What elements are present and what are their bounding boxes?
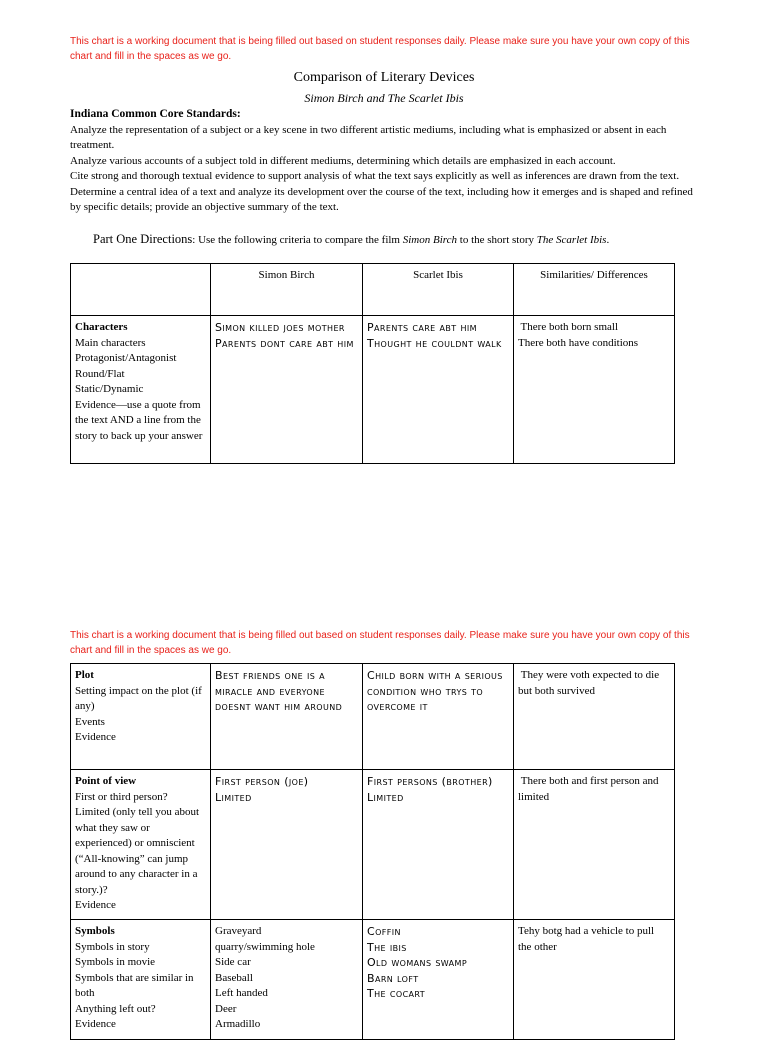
scarlet-ibis-cell[interactable]: [363, 770, 514, 920]
criteria-cell: [71, 770, 211, 920]
row-label: Symbols: [75, 925, 115, 937]
criteria-line: Symbols in story: [75, 940, 150, 953]
criteria-line: Static/Dynamic: [75, 383, 144, 395]
similarities-cell[interactable]: [514, 664, 675, 770]
standard-item: Analyze various accounts of a subject told in different mediums, determining which details are emphasized in each account.: [70, 154, 616, 167]
response-line: Coffin: [367, 925, 401, 938]
criteria-line: Round/Flat: [75, 367, 125, 380]
story-title: The Scarlet Ibis: [536, 234, 607, 246]
film-title: Simon Birch: [402, 234, 458, 246]
criteria-line: Evidence: [75, 899, 116, 911]
response-line: Side car: [215, 956, 251, 968]
working-document-notice-2: This chart is a working document that is being filled out based on student responses daily. Please make sure you have your own copy of this chart and fill in the spaces as we go.: [70, 630, 690, 656]
header-scarlet-ibis: Scarlet Ibis: [363, 264, 514, 316]
row-label: Characters: [75, 321, 128, 333]
standard-item: Determine a central idea of a text and analyze its development over the course of the text, including how it emerges and is shaped and refined by specific details; provide an objective summary of the text.: [70, 185, 693, 213]
criteria-cell: [71, 920, 211, 1040]
similarities-cell[interactable]: [514, 920, 675, 1040]
criteria-line: Symbols that are similar in both: [75, 971, 194, 999]
header-similarities: Similarities/ Differences: [514, 264, 675, 316]
criteria-cell: [71, 316, 211, 464]
criteria-line: Events: [75, 715, 105, 728]
response-line: quarry/swimming hole: [215, 940, 315, 953]
response-line: Best friends one is a miracle and everyone doesnt want him around: [215, 669, 343, 713]
simon-birch-cell[interactable]: [211, 316, 363, 464]
similarities-cell[interactable]: [514, 316, 675, 464]
page-subtitle: Simon Birch and The Scarlet Ibis: [304, 91, 464, 105]
response-line: Tehy botg had a vehicle to pull the other: [518, 925, 655, 953]
simon-birch-cell[interactable]: [211, 920, 363, 1040]
criteria-cell: [71, 664, 211, 770]
response-line: Limited: [367, 790, 404, 804]
response-line: Old womans swamp: [367, 956, 468, 969]
criteria-line: Anything left out?: [75, 1002, 156, 1015]
response-line: The cocart: [367, 987, 426, 1000]
response-line: Barn loft: [367, 971, 419, 985]
table-header-row: [71, 264, 675, 316]
scarlet-ibis-cell[interactable]: [363, 920, 514, 1040]
table-row-symbols: [71, 920, 675, 1040]
table-row-plot: [71, 664, 675, 770]
directions-lead: Part One Directions: [93, 232, 193, 246]
scarlet-ibis-cell[interactable]: [363, 664, 514, 770]
response-line: Simon killed joes mother: [215, 321, 345, 334]
working-document-notice: This chart is a working document that is being filled out based on student responses daily. Please make sure you have your own copy of this chart and fill in the spaces as we go.: [70, 36, 690, 62]
comparison-table-part1: [70, 263, 675, 464]
response-line: There both and first person and limited: [518, 775, 662, 803]
standard-item: Analyze the representation of a subject or a key scene in two different artistic mediums, including what is emphasized or absent in each treatment.: [70, 123, 667, 151]
simon-birch-cell[interactable]: [211, 664, 363, 770]
header-simon-birch: Simon Birch: [211, 264, 363, 316]
response-line: First persons (brother): [367, 775, 493, 788]
criteria-line: Evidence: [75, 731, 116, 743]
criteria-line: Evidence: [75, 1018, 116, 1030]
row-label: Point of view: [75, 775, 137, 787]
response-line: Thought he couldnt walk: [367, 336, 502, 350]
simon-birch-cell[interactable]: [211, 770, 363, 920]
criteria-line: Limited (only tell you about what they saw or experienced) or omniscient (“All-knowing” can jump around to any character in a story.)?: [75, 806, 200, 896]
page-title: Comparison of Literary Devices: [293, 70, 475, 85]
response-line: Limited: [215, 790, 252, 804]
header-blank: [71, 264, 211, 316]
response-line: There both have conditions: [518, 336, 639, 349]
part-one-directions: [93, 232, 733, 247]
table-row-characters: [71, 316, 675, 464]
response-line: Baseball: [215, 971, 253, 984]
similarities-cell[interactable]: [514, 770, 675, 920]
response-line: Left handed: [215, 987, 268, 999]
criteria-line: First or third person?: [75, 790, 168, 803]
criteria-line: Main characters: [75, 336, 146, 349]
directions-text: .: [606, 234, 610, 246]
response-line: First person (joe): [215, 775, 309, 788]
response-line: There both born small: [518, 321, 618, 333]
response-line: Parents dont care abt him: [215, 336, 354, 350]
table-row-point-of-view: [71, 770, 675, 920]
response-line: Parents care abt him: [367, 321, 477, 334]
criteria-line: Setting impact on the plot (if any): [75, 684, 202, 712]
response-line: Child born with a serious condition who trys to overcome it: [367, 669, 503, 713]
response-line: Graveyard: [215, 925, 262, 937]
criteria-line: Protagonist/Antagonist: [75, 352, 177, 364]
directions-text: to the short story: [457, 234, 537, 246]
directions-text: : Use the following criteria to compare the film: [192, 234, 403, 246]
response-line: The ibis: [367, 940, 407, 954]
standards-heading: Indiana Common Core Standards:: [70, 108, 241, 120]
row-label: Plot: [75, 669, 94, 681]
standards-section: [70, 107, 700, 216]
criteria-line: Evidence—use a quote from the text AND a line from the story to back up your answer: [75, 398, 203, 442]
response-line: They were voth expected to die but both survived: [518, 669, 662, 697]
comparison-table-part2: [70, 663, 675, 1040]
criteria-line: Symbols in movie: [75, 956, 156, 968]
standard-item: Cite strong and thorough textual evidence to support analysis of what the text says explicitly as well as inferences are drawn from the text.: [70, 170, 680, 182]
response-line: Deer: [215, 1002, 237, 1015]
response-line: Armadillo: [215, 1018, 261, 1030]
scarlet-ibis-cell[interactable]: [363, 316, 514, 464]
